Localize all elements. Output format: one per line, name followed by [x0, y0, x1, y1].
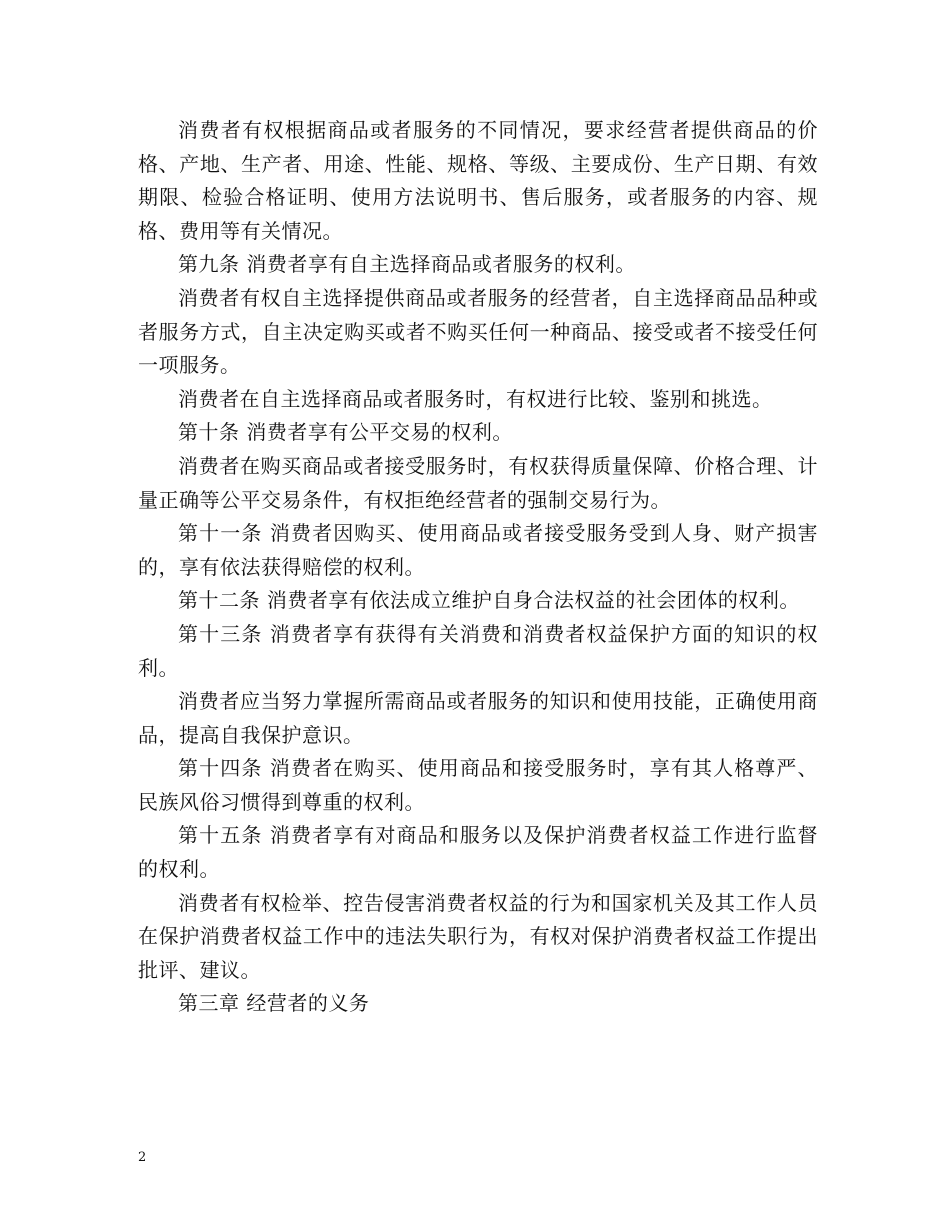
paragraph-3: 消费者有权自主选择提供商品或者服务的经营者，自主选择商品品种或者服务方式，自主决定购买或者不购买任何一种商品、接受或者不接受任何一项服务。 [138, 285, 818, 378]
paragraph-6: 消费者在购买商品或者接受服务时，有权获得质量保障、价格合理、计量正确等公平交易条件，有权拒绝经营者的强制交易行为。 [138, 453, 818, 512]
page-number: 2 [138, 1150, 147, 1165]
article-14: 第十四条 消费者在购买、使用商品和接受服务时，享有其人格尊严、民族风俗习惯得到尊重的权利。 [138, 756, 818, 814]
article-10-heading: 第十条 消费者享有公平交易的权利。 [178, 420, 513, 445]
paragraph-4: 消费者在自主选择商品或者服务时，有权进行比较、鉴别和挑选。 [178, 386, 773, 411]
chapter-3-heading: 第三章 经营者的义务 [178, 991, 370, 1016]
article-13: 第十三条 消费者享有获得有关消费和消费者权益保护方面的知识的权利。 [138, 621, 818, 680]
paragraph-13: 消费者有权检举、控告侵害消费者权益的行为和国家机关及其工作人员在保护消费者权益工作中的违法失职行为，有权对保护消费者权益工作提出批评、建议。 [138, 890, 818, 982]
article-15: 第十五条 消费者享有对商品和服务以及保护消费者权益工作进行监督的权利。 [138, 823, 818, 882]
paragraph-10: 消费者应当努力掌握所需商品或者服务的知识和使用技能，正确使用商品，提高自我保护意识。 [138, 689, 818, 747]
document-body [138, 114, 818, 1021]
article-11: 第十一条 消费者因购买、使用商品或者接受服务受到人身、财产损害的，享有依法获得赔偿的权利。 [138, 521, 818, 579]
article-12: 第十二条 消费者享有依法成立维护自身合法权益的社会团体的权利。 [178, 588, 800, 613]
paragraph-1: 消费者有权根据商品或者服务的不同情况，要求经营者提供商品的价格、产地、生产者、用途、性能、规格、等级、主要成份、生产日期、有效期限、检验合格证明、使用方法说明书、售后服务，或者服务的内容、规格、费用等有关情况。 [138, 118, 818, 243]
article-9-heading: 第九条 消费者享有自主选择商品或者服务的权利。 [178, 252, 636, 277]
